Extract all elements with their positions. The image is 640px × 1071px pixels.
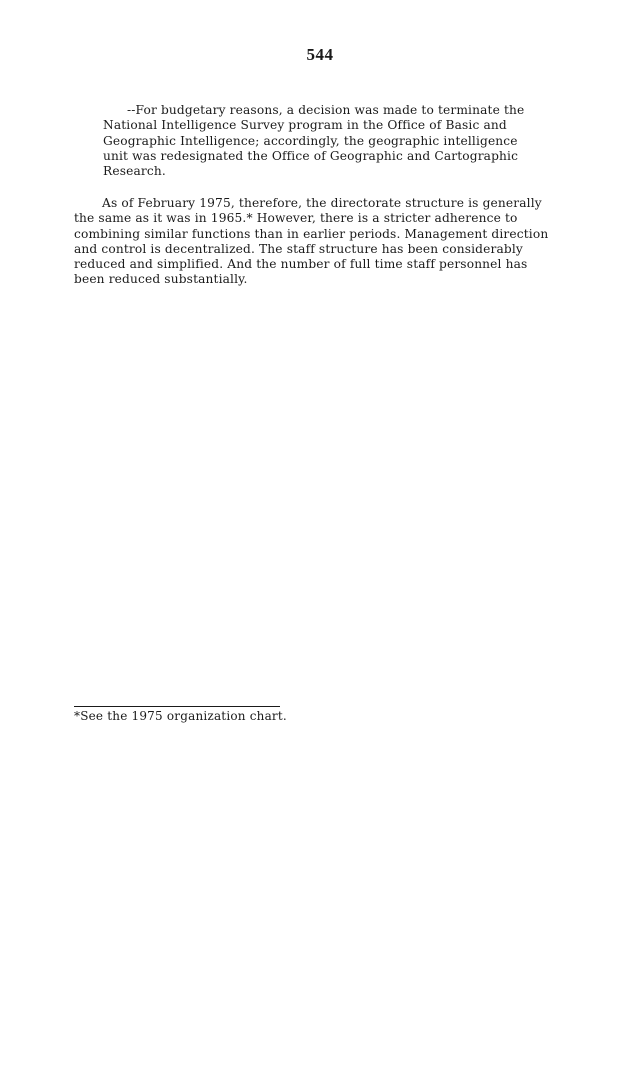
paragraph-line: been reduced substantially. bbox=[74, 272, 248, 287]
paragraph-line: National Intelligence Survey program in the Office of Basic and bbox=[103, 118, 507, 133]
paragraph-line: combining similar functions than in earlier periods. Management direction bbox=[74, 226, 549, 241]
paragraph-line: reduced and simplified. And the number of full time staff personnel has bbox=[74, 257, 528, 272]
paragraph-line: --For budgetary reasons, a decision was made to terminate the bbox=[127, 103, 525, 117]
footnote: *See the 1975 organization chart. bbox=[74, 709, 287, 723]
paragraph-directorate-structure bbox=[74, 196, 548, 288]
page-number: 544 bbox=[306, 45, 334, 64]
paragraph-line: and control is decentralized. The staff structure has been considerably bbox=[74, 241, 523, 256]
paragraph-line: Geographic Intelligence; accordingly, the geographic intelligence bbox=[103, 133, 518, 148]
paragraph-line: the same as it was in 1965.* However, there is a stricter adherence to bbox=[74, 211, 518, 226]
paragraph-line: As of February 1975, therefore, the directorate structure is generally bbox=[102, 196, 542, 210]
paragraph-line: Research. bbox=[103, 164, 166, 179]
paragraph-budgetary-reasons bbox=[103, 103, 524, 179]
paragraph-line: unit was redesignated the Office of Geographic and Cartographic bbox=[103, 148, 519, 163]
footnote-divider bbox=[74, 706, 280, 707]
